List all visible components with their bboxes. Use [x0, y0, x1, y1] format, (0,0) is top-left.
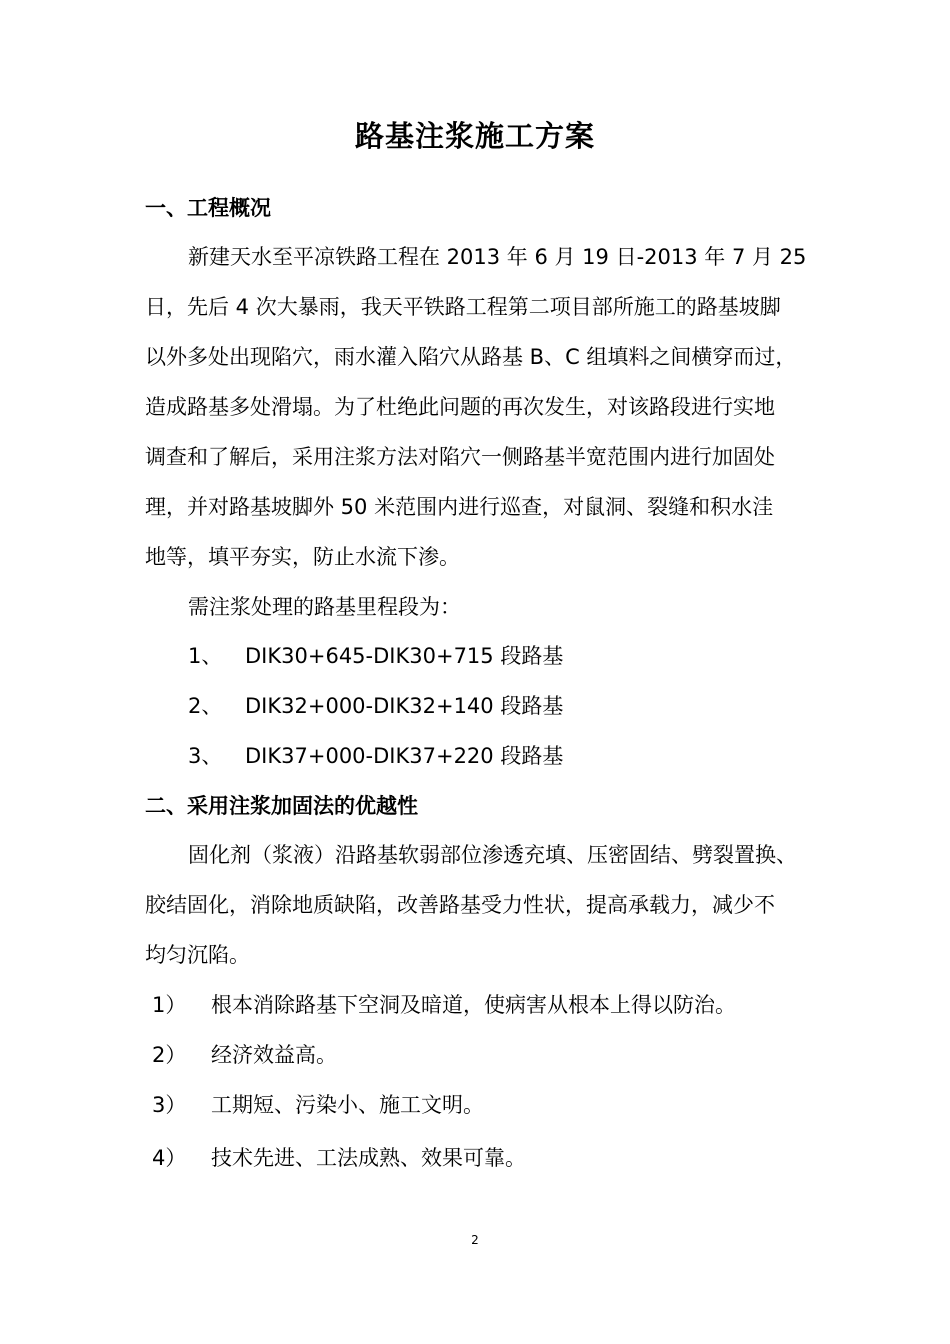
list-item-text: DIK37+000-DIK37+220 段路基 — [245, 744, 564, 768]
paragraph-line: 造成路基多处滑塌。为了杜绝此问题的再次发生，对该路段进行实地 — [145, 395, 775, 419]
paragraph-line: 固化剂（浆液）沿路基软弱部位渗透充填、压密固结、劈裂置换、 — [188, 843, 797, 867]
list-intro: 需注浆处理的路基里程段为： — [188, 595, 461, 619]
list-item-number: 1、 — [188, 644, 223, 668]
paragraph-line: 均匀沉陷。 — [145, 943, 250, 967]
paragraph-line: 理，并对路基坡脚外 50 米范围内进行巡查，对鼠洞、裂缝和积水洼 — [145, 495, 774, 519]
list-item-number: 2） — [152, 1043, 187, 1067]
paragraph-line: 调查和了解后，采用注浆方法对陷穴一侧路基半宽范围内进行加固处 — [145, 445, 775, 469]
paragraph-line: 日，先后 4 次大暴雨，我天平铁路工程第二项目部所施工的路基坡脚 — [145, 295, 781, 319]
list-item-number: 4） — [152, 1146, 187, 1170]
list-item-text: DIK30+645-DIK30+715 段路基 — [245, 644, 564, 668]
list-item-number: 3） — [152, 1093, 187, 1117]
list-item-number: 1） — [152, 993, 187, 1017]
list-item-text: 技术先进、工法成熟、效果可靠。 — [211, 1146, 526, 1170]
paragraph-line: 新建天水至平凉铁路工程在 2013 年 6 月 19 日-2013 年 7 月 25 — [188, 245, 807, 269]
section-2-heading: 二、采用注浆加固法的优越性 — [145, 794, 418, 818]
paragraph-line: 地等，填平夯实，防止水流下渗。 — [145, 545, 460, 569]
list-item-text: DIK32+000-DIK32+140 段路基 — [245, 694, 564, 718]
list-item-number: 2、 — [188, 694, 223, 718]
list-item-text: 经济效益高。 — [211, 1043, 337, 1067]
page-number: 2 — [471, 1233, 479, 1247]
paragraph-line: 胶结固化，消除地质缺陷，改善路基受力性状，提高承载力，减少不 — [145, 893, 775, 917]
paragraph-line: 以外多处出现陷穴，雨水灌入陷穴从路基 B、C 组填料之间横穿而过， — [145, 345, 797, 369]
list-item-text: 根本消除路基下空洞及暗道，使病害从根本上得以防治。 — [211, 993, 736, 1017]
list-item-text: 工期短、污染小、施工文明。 — [211, 1093, 484, 1117]
document-title: 路基注浆施工方案 — [354, 119, 595, 153]
list-item-number: 3、 — [188, 744, 223, 768]
section-1-heading: 一、工程概况 — [145, 196, 271, 220]
